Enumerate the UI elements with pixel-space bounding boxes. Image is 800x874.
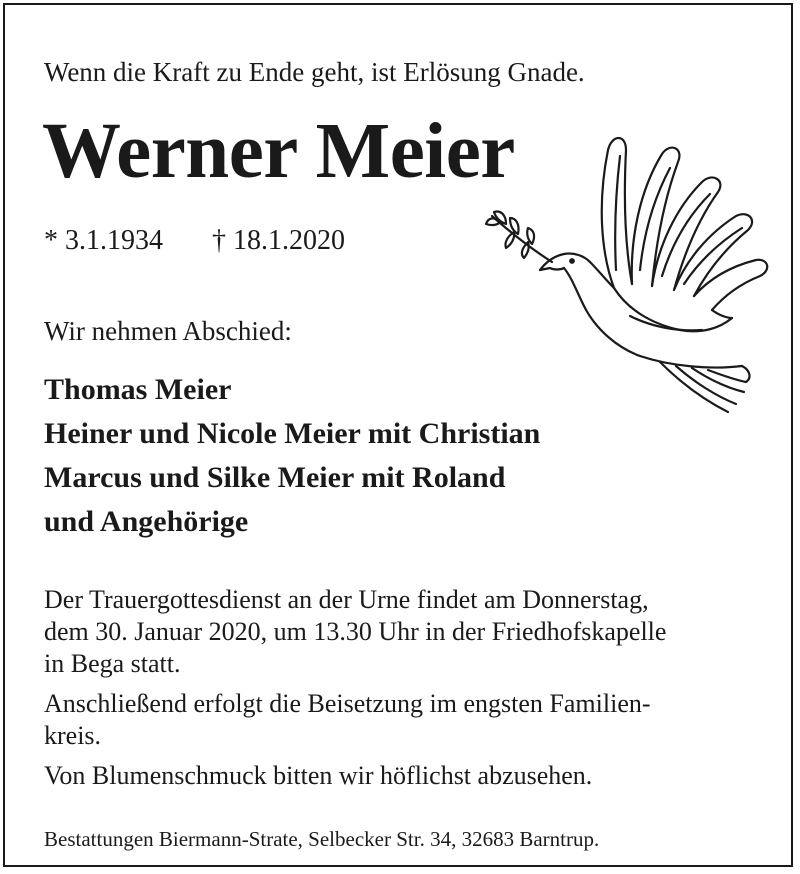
motto-quote: Wenn die Kraft zu Ende geht, ist Erlösung Gnade. [44,57,585,87]
mourner-line: Marcus und Silke Meier mit Roland [44,461,506,494]
mourner-line: Heiner und Nicole Meier mit Christian [44,417,541,450]
life-dates [44,224,345,258]
death-date: † 18.1.2020 [212,225,345,256]
service-line: dem 30. Januar 2020, um 13.30 Uhr in der Friedhofskapelle [44,617,667,646]
service-line: in Bega statt. [44,649,181,678]
funeral-home-footer: Bestattungen Biermann-Strate, Selbecker Str. 34, 32683 Barntrup. [44,827,600,851]
deceased-name: Werner Meier [42,108,515,195]
mourner-line: und Angehörige [44,505,249,538]
service-details [44,584,666,792]
service-line: Der Trauergottesdienst an der Urne findet am Donnerstag, [44,585,649,614]
service-line: kreis. [44,721,102,750]
service-line: Anschließend erfolgt die Beisetzung im engsten Familien- [44,689,651,718]
farewell-line: Wir nehmen Abschied: [44,316,292,346]
birth-date: * 3.1.1934 [44,225,163,256]
mourners-list [44,368,540,544]
mourner-line: Thomas Meier [44,373,232,406]
service-line: Von Blumenschmuck bitten wir höflichst abzusehen. [44,761,593,790]
